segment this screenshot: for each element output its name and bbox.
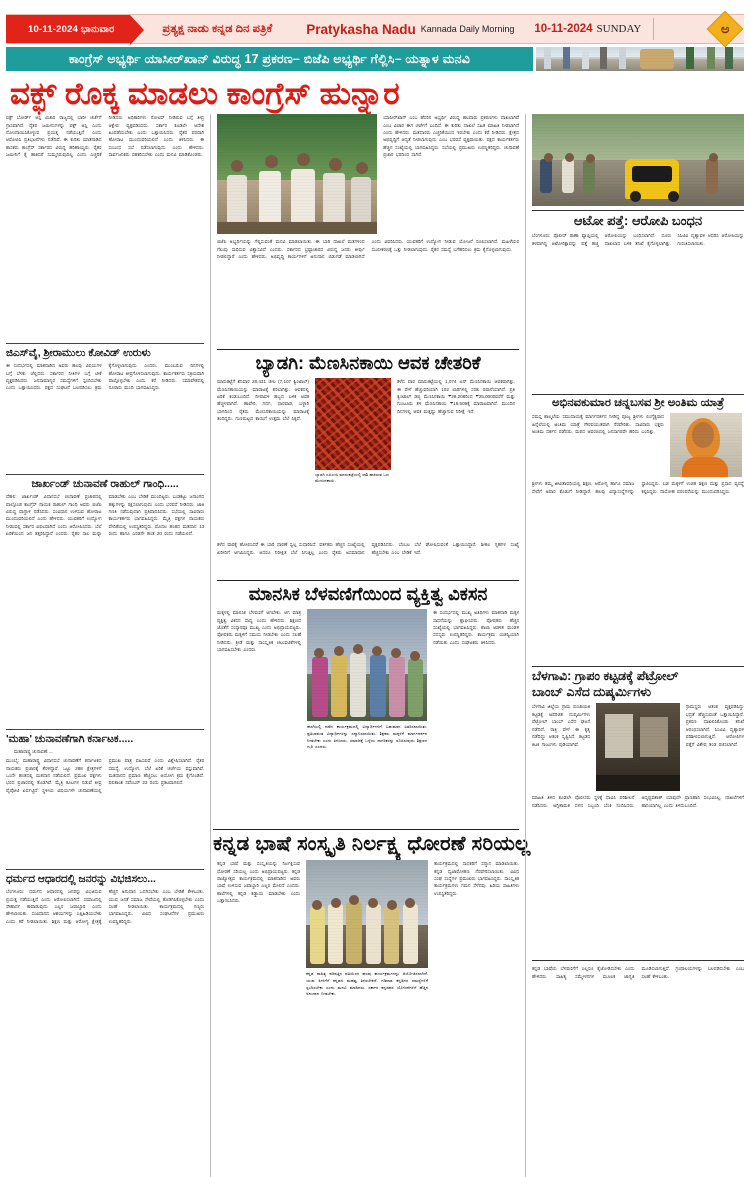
belagavi-story-col-2: ಮಾಹಿತಿ ತಿಳಿದ ಕೂಡಲೇ ಪೊಲೀಸರು ಸ್ಥಳಕ್ಕೆ ಧಾವಿಸಿ ಪರಿಶೀಲನೆ ನಡೆಸಿದರು. ಅಗ್ನಿಶಾಮಕ ದಳದ ಸಿಬ್ಬಂದಿ ಬೆಂಕಿ ನಂದಿಸಿದರು. ಅದೃಷ್ಟವಶಾತ್ ಯಾವುದೇ ಪ್ರಾಣಹಾನಿ ಸಂಭವಿಸಿಲ್ಲ. ದಾಖಲೆಗಳಿಗೆ ಹಾನಿಯಾಗಿಲ್ಲ ಎಂದು ತಿಳಿದುಬಂದಿದೆ. <box>532 795 744 808</box>
main-headline: ವಕ್ಫ್ ರೊಕ್ಕ ಮಾಡಲು ಕಾಂಗ್ರೆಸ್ ಹುನ್ನಾರ <box>10 76 400 111</box>
seer-portrait-photo <box>670 413 742 477</box>
column-divider-right <box>525 114 526 1177</box>
kannada-photo <box>306 860 428 968</box>
center-column <box>213 114 531 1177</box>
belagavi-story-col-3: ಗ್ರಾಮಸ್ಥರು ಆತಂಕ ವ್ಯಕ್ತಪಡಿಸಿದ್ದು ಭದ್ರತೆ ಹೆಚ್ಚಿಸುವಂತೆ ಒತ್ತಾಯಿಸಿದ್ದಾರೆ. ಪ್ರಕರಣ ದಾಖಲಿಸಿಕೊಂಡು ತನಿಖೆ ಆರಂಭಿಸಲಾಗಿದೆ. ಸಿಸಿಟಿವಿ ದೃಶ್ಯಾವಳಿ ಪರಿಶೀಲಿಸಲಾಗುತ್ತಿದೆ. ಆರೋಪಿಗಳ ಪತ್ತೆಗೆ ವಿಶೇಷ ತಂಡ ರಚಿಸಲಾಗಿದೆ. <box>685 704 744 747</box>
kannada-side-col-1: ಕನ್ನಡ ಭಾಷೆಯ ಬೆಳವಣಿಗೆಗೆ ಎಲ್ಲರೂ ಕೈಜೋಡಿಸಬೇಕು ಎಂದು ಹೇಳಿದರು. ಸಾಹಿತ್ಯ ಸಮ್ಮೇಳನಗಳ ಮೂಲಕ ಜಾಗೃತಿ ಮೂಡಿಸಲಾಗುತ್ತಿದೆ. ಗ್ರಂಥಾಲಯಗಳನ್ನು ಬಲಪಡಿಸಬೇಕು ಎಂಬ ಸಲಹೆ ಕೇಳಿಬಂತು. <box>532 966 744 979</box>
belagavi-headline-line-1: ಬೆಳಗಾವಿ: ಗ್ರಾಪಂ ಕಟ್ಟಡಕ್ಕೆ ಪೆಟ್ರೋಲ್ <box>532 669 679 684</box>
kannada-story-col-1: ಕನ್ನಡ ಭಾಷೆ ಮತ್ತು ಸಂಸ್ಕೃತಿಯನ್ನು ನಿರ್ಲಕ್ಷಿಸುವ ಧೋರಣೆ ಸರಿಯಲ್ಲ ಎಂದು ಅಭಿಪ್ರಾಯಪಟ್ಟರು. ಕನ್ನಡ ರಾಜ್ಯೋತ್ಸವ ಕಾರ್ಯಕ್ರಮದಲ್ಲಿ ಮಾತನಾಡಿದ ಅವರು ಭಾಷೆ ಉಳಿಸುವ ಜವಾಬ್ದಾರಿ ಎಲ್ಲರ ಮೇಲಿದೆ ಎಂದರು. ಶಾಲೆಗಳಲ್ಲಿ ಕನ್ನಡ ಕಡ್ಡಾಯ ಮಾಡಬೇಕು ಎಂದು ಒತ್ತಾಯಿಸಿದರು. <box>217 861 301 904</box>
lead-story-block <box>217 114 519 234</box>
newspaper-page <box>0 14 750 1162</box>
masthead <box>6 14 744 44</box>
chilli-story-block <box>217 378 519 538</box>
right-column-rule <box>532 960 744 961</box>
auto-story-headline: ಆಟೋ ಪತ್ತೆ: ಆರೋಪಿ ಬಂಧನ <box>532 210 744 232</box>
lead-story-left-text: ವಕ್ಫ್ ಬೋರ್ಡ್ ಆಸ್ತಿ ವಿಚಾರ ರಾಜ್ಯದಲ್ಲಿ ಭಾರೀ ಚರ್ಚೆಗೆ ಗ್ರಾಸವಾಗಿದೆ. ರೈತರ ಜಮೀನುಗಳನ್ನು ವಕ್ಫ್ ಆಸ್ತಿ ಎಂದು ನೋಂದಾಯಿಸಿಕೊಳ್ಳುವ ಪ್ರಯತ್ನ ನಡೆಯುತ್ತಿದೆ ಎಂದು ಆರೋಪಿಸಿ ಪ್ರತಿಭಟನೆಗಳು ನಡೆದಿವೆ. ಈ ಕುರಿತು ಮಾತನಾಡಿದ ಶಾಸಕರು ಕಾಂಗ್ರೆಸ್ ಸರ್ಕಾರದ ವಿರುದ್ಧ ಹರಿಹಾಯ್ದರು. ರೈತರ ಜಮೀನಿಗೆ ಕೈ ಹಾಕಿದರೆ ಸುಮ್ಮನಿರುವುದಿಲ್ಲ ಎಂದು ಎಚ್ಚರಿಕೆ ನೀಡಿದರು. ಅಧಿಕಾರಿಗಳು ನೋಟಿಸ್ ನೀಡಿರುವ ಬಗ್ಗೆ ತೀವ್ರ ಆಕ್ಷೇಪ ವ್ಯಕ್ತಪಡಿಸಿದರು. ಸರ್ಕಾರ ಕೂಡಲೇ ಆದೇಶ ಹಿಂಪಡೆಯಬೇಕು ಎಂದು ಒತ್ತಾಯಿಸಿದರು. ರೈತರ ಪರವಾಗಿ ಹೋರಾಟ ಮುಂದುವರಿಯಲಿದೆ ಎಂದು ತಿಳಿಸಿದರು. ಈ ಸಂಬಂಧ ಸಭೆ ನಡೆಸಲಾಗುವುದು ಎಂದು ಹೇಳಿದರು. ಸಾರ್ವಜನಿಕರು ಸಹಕರಿಸಬೇಕು ಎಂದು ಮನವಿ ಮಾಡಿಕೊಂಡರು. <box>6 115 205 158</box>
belagavi-headline-line-2: ಬಾಂಬ್ ಎಸೆದ ದುಷ್ಕರ್ಮಿಗಳು <box>532 684 651 699</box>
kannada-story-block <box>217 860 519 1070</box>
masthead-date-flag: 10-11-2024 ಭಾನುವಾರ <box>6 15 130 43</box>
belagavi-story-col-1: ಬೆಳಗಾವಿ ಜಿಲ್ಲೆಯ ಗ್ರಾಮ ಪಂಚಾಯಿತಿ ಕಟ್ಟಡಕ್ಕೆ ಅಪರಿಚಿತ ದುಷ್ಕರ್ಮಿಗಳು ಪೆಟ್ರೋಲ್ ಬಾಂಬ್ ಎಸೆದ ಘಟನೆ ನಡೆದಿದೆ. ರಾತ್ರಿ ವೇಳೆ ಈ ಕೃತ್ಯ ನಡೆದಿದ್ದು ಆತಂಕ ಸೃಷ್ಟಿಸಿದೆ. ಕಟ್ಟಡದ ಕಿಟಕಿ ಗಾಜುಗಳು ಪುಡಿಯಾಗಿವೆ. <box>532 704 591 747</box>
personality-story-col-1: ಮಕ್ಕಳಲ್ಲಿ ಮಾನಸಿಕ ಬೆಳವಣಿಗೆ ಆಗಬೇಕು. ಆಗ ಮಾತ್ರ ವ್ಯಕ್ತಿತ್ವ ವಿಕಸನ ಸಾಧ್ಯ ಎಂದು ಹೇಳಿದರು. ಶಿಕ್ಷಣದ ಜೊತೆಗೆ ಸಂಸ್ಕಾರವೂ ಮುಖ್ಯ ಎಂದು ಅಭಿಪ್ರಾಯಪಟ್ಟರು. ಪೋಷಕರು ಮಕ್ಕಳಿಗೆ ಸಮಯ ನೀಡಬೇಕು ಎಂದು ಸಲಹೆ ನೀಡಿದರು. ಕ್ರೀಡೆ ಮತ್ತು ಸಾಂಸ್ಕೃತಿಕ ಚಟುವಟಿಕೆಗಳಲ್ಲಿ ಭಾಗವಹಿಸಬೇಕು ಎಂದರು. <box>217 610 302 653</box>
top-banner-photo <box>536 47 744 71</box>
kannada-story-col-2: ಕನ್ನಡ ಸಾಹಿತ್ಯ ಪರಿಷತ್ತಿನ ವತಿಯಿಂದ ಹಲವು ಕಾರ್ಯಕ್ರಮಗಳನ್ನು ಆಯೋಜಿಸಲಾಗಿದೆ. ಯುವ ಪೀಳಿಗೆಗೆ ಕನ್ನಡದ ಮಹತ್ವ ತಿಳಿಸಬೇಕಿದೆ. ಗಡಿನಾಡ ಕನ್ನಡಿಗರ ಸಮಸ್ಯೆಗಳಿಗೆ ಸ್ಪಂದಿಸಬೇಕು ಎಂದು ಮನವಿ ಮಾಡಿದರು. ಸರ್ಕಾರ ಕನ್ನಡಪರ ಯೋಜನೆಗಳಿಗೆ ಹೆಚ್ಚಿನ ಅನುದಾನ ನೀಡಬೇಕು. <box>306 971 429 997</box>
left-column <box>6 114 204 1177</box>
left-story-2-body: ದೆಹಲಿ: ಜಾರ್ಖಂಡ್ ವಿಧಾನಸಭೆ ಚುನಾವಣೆ ಪ್ರಚಾರದಲ್ಲಿ ಪಾಲ್ಗೊಂಡ ಕಾಂಗ್ರೆಸ್ ನಾಯಕ ರಾಹುಲ್ ಗಾಂಧಿ ಅವರು ಬಿಜೆಪಿ ವಿರುದ್ಧ ವಾಗ್ದಾಳಿ ನಡೆಸಿದರು. ಸಂವಿಧಾನ ಉಳಿಸುವ ಹೋರಾಟ ಮುಂದುವರಿಯಲಿದೆ ಎಂದು ಹೇಳಿದರು. ಯುವಕರಿಗೆ ಉದ್ಯೋಗ ನೀಡುವಲ್ಲಿ ಸರ್ಕಾರ ವಿಫಲವಾಗಿದೆ ಎಂದು ಆರೋಪಿಸಿದರು. ಬೆಲೆ ಏರಿಕೆಯಿಂದ ಜನ ತತ್ತರಿಸಿದ್ದಾರೆ ಎಂದರು. ರೈತರ ಸಾಲ ಮನ್ನಾ ಮಾಡಬೇಕು ಎಂಬ ಬೇಡಿಕೆ ಮುಂದಿಟ್ಟರು. ಬುಡಕಟ್ಟು ಜನಾಂಗದ ಹಕ್ಕುಗಳನ್ನು ರಕ್ಷಿಸಲಾಗುವುದು ಎಂದು ಭರವಸೆ ನೀಡಿದರು. ಜಾತಿ ಗಣತಿ ನಡೆಸುವುದಾಗಿ ಪ್ರತಿಪಾದಿಸಿದರು. ಸಭೆಯಲ್ಲಿ ಸಾವಿರಾರು ಕಾರ್ಯಕರ್ತರು ಭಾಗವಹಿಸಿದ್ದರು. ಮೈತ್ರಿ ಪಕ್ಷಗಳ ನಾಯಕರು ವೇದಿಕೆಯಲ್ಲಿ ಉಪಸ್ಥಿತರಿದ್ದರು. ಮೊದಲ ಹಂತದ ಮತದಾನ 13 ರಂದು ಹಾಗೂ ಎರಡನೇ ಹಂತ 20 ರಂದು ನಡೆಯಲಿದೆ. <box>6 494 205 537</box>
personality-story-col-3: ಈ ಸಂದರ್ಭದಲ್ಲಿ ಮುಖ್ಯ ಅತಿಥಿಗಳು ಮಾತನಾಡಿ ಮಕ್ಕಳ ಸಾಧನೆಯನ್ನು ಶ್ಲಾಘಿಸಿದರು. ಪೋಷಕರು ಹೆಚ್ಚಿನ ಸಂಖ್ಯೆಯಲ್ಲಿ ಭಾಗವಹಿಸಿದ್ದರು. ಶಾಲಾ ಆಡಳಿತ ಮಂಡಳಿ ಸದಸ್ಯರು ಉಪಸ್ಥಿತರಿದ್ದರು. ಕಾರ್ಯಕ್ರಮ ಯಶಸ್ವಿಯಾಗಿ ನಡೆಯಿತು ಎಂದು ಸಂಘಟಕರು ತಿಳಿಸಿದರು. <box>433 610 520 645</box>
logo-glyph: ಅ <box>720 20 730 36</box>
publication-logo-icon <box>707 11 744 48</box>
seer-story-col-1: ಸಮಸ್ತ ಶಾಲ್ಮಲೆಯ ಸಮುದಾಯಕ್ಕೆ ಮಾರ್ಗದರ್ಶನ ನೀಡಿದ್ದ ಪೂಜ್ಯ ಶ್ರೀಗಳು ಲಿಂಗೈಕ್ಯರಾದ ಹಿನ್ನೆಲೆಯಲ್ಲಿ ಅಂತಿಮ ಯಾತ್ರೆ ಗೌರವಯುತವಾಗಿ ನೆರವೇರಿತು. ಸಾವಿರಾರು ಭಕ್ತರು ಅಂತಿಮ ದರ್ಶನ ಪಡೆದರು. ಮಠದ ಆವರಣದಲ್ಲಿ ಜನಸಾಗರವೇ ಹರಿದು ಬಂದಿತ್ತು. <box>532 414 664 434</box>
left-story-4-body: ಬೆಂಗಳೂರು: ಧರ್ಮದ ಆಧಾರದಲ್ಲಿ ಜನರನ್ನು ವಿಭಜಿಸುವ ಪ್ರಯತ್ನ ನಡೆಯುತ್ತಿದೆ ಎಂದು ಆರೋಪಿಸಲಾಗಿದೆ. ಸಮಾಜದಲ್ಲಿ ಸೌಹಾರ್ದ ಕಾಪಾಡುವುದು ಎಲ್ಲರ ಜವಾಬ್ದಾರಿ ಎಂದು ಹೇಳಲಾಯಿತು. ಸಂವಿಧಾನದ ಆಶಯಗಳನ್ನು ಎತ್ತಿಹಿಡಿಯಬೇಕು ಎಂದು ಕರೆ ನೀಡಲಾಯಿತು. ಶಿಕ್ಷಣ ಮತ್ತು ಆರೋಗ್ಯ ಕ್ಷೇತ್ರಕ್ಕೆ ಹೆಚ್ಚಿನ ಅನುದಾನ ಒದಗಿಸಬೇಕು ಎಂಬ ಬೇಡಿಕೆ ಕೇಳಿಬಂತು. ಯುವ ಜನತೆ ಸಮಾಜ ಸೇವೆಯಲ್ಲಿ ತೊಡಗಿಸಿಕೊಳ್ಳಬೇಕು ಎಂದು ಸಲಹೆ ನೀಡಲಾಯಿತು. ಕಾರ್ಯಕ್ರಮದಲ್ಲಿ ಗಣ್ಯರು ಭಾಗವಹಿಸಿದ್ದರು. ವಿವಿಧ ಸಂಘಟನೆಗಳ ಪ್ರಮುಖರು ಉಪಸ್ಥಿತರಿದ್ದರು. <box>6 889 205 924</box>
masthead-title: Pratykasha Nadu <box>306 21 416 37</box>
lead-story-photo <box>217 114 377 234</box>
chilli-story-col-2: ಕಳೆದ ವಾರಕ್ಕೆ ಹೋಲಿಸಿದರೆ ಈ ಬಾರಿ ಧಾರಣೆ ಸ್ವಲ್ಪ ಸುಧಾರಿಸಿದೆ. ವರ್ತಕರು ಹೆಚ್ಚಿನ ಸಂಖ್ಯೆಯಲ್ಲಿ ಖರೀದಿಗೆ ಆಗಮಿಸಿದ್ದರು. ಆದರೂ ನಿರೀಕ್ಷಿತ ಬೆಲೆ ಸಿಗುತ್ತಿಲ್ಲ ಎಂದು ರೈತರು ಅಸಮಾಧಾನ ವ್ಯಕ್ತಪಡಿಸಿದರು. ಬೆಂಬಲ ಬೆಲೆ ಘೋಷಿಸುವಂತೆ ಒತ್ತಾಯಿಸಿದ್ದಾರೆ. ಶೀತಲ ಗೃಹಗಳ ಸಂಖ್ಯೆ ಹೆಚ್ಚಿಸಬೇಕು ಎಂಬ ಬೇಡಿಕೆ ಇದೆ. <box>217 542 520 555</box>
belagavi-story-top <box>532 703 744 791</box>
left-story-3-body: ಮುಂಬೈ: ಮಹಾರಾಷ್ಟ್ರ ವಿಧಾನಸಭೆ ಚುನಾವಣೆಗೆ ಕರ್ನಾಟಕದ ನಾಯಕರು ಪ್ರಚಾರಕ್ಕೆ ತೆರಳಿದ್ದಾರೆ. ಒಟ್ಟು 288 ಕ್ಷೇತ್ರಗಳಿಗೆ ಒಂದೇ ಹಂತದಲ್ಲಿ ಮತದಾನ ನಡೆಯಲಿದೆ. ಪ್ರಮುಖ ಪಕ್ಷಗಳು ಭರದ ಪ್ರಚಾರದಲ್ಲಿ ತೊಡಗಿವೆ. ಮೈತ್ರಿ ಕೂಟಗಳ ನಡುವೆ ತೀವ್ರ ಪೈಪೋಟಿ ಏರ್ಪಟ್ಟಿದೆ. ಸ್ಥಳೀಯ ವಿಷಯಗಳೇ ಚುನಾವಣೆಯಲ್ಲಿ ಪ್ರಮುಖ ಪಾತ್ರ ವಹಿಸಲಿವೆ ಎಂದು ವಿಶ್ಲೇಷಿಸಲಾಗಿದೆ. ರೈತರ ಸಮಸ್ಯೆ, ಉದ್ಯೋಗ, ಬೆಲೆ ಏರಿಕೆ ಚರ್ಚೆಯ ವಸ್ತುವಾಗಿವೆ. ಮತದಾನದ ಪ್ರಮಾಣ ಹೆಚ್ಚಿಸಲು ಆಯೋಗ ಕ್ರಮ ಕೈಗೊಂಡಿದೆ. ಫಲಿತಾಂಶ ನವೆಂಬರ್ 23 ರಂದು ಪ್ರಕಟವಾಗಲಿದೆ. <box>6 758 205 793</box>
seer-story-headline: ಅಭಿನವಕುಮಾರ ಚನ್ನಬಸವ ಶ್ರೀ ಅಂತಿಮ ಯಾತ್ರೆ <box>532 394 744 413</box>
personality-story-col-2: ಶಾಲೆಯಲ್ಲಿ ನಡೆದ ಕಾರ್ಯಕ್ರಮದಲ್ಲಿ ವಿದ್ಯಾರ್ಥಿಗಳಿಗೆ ಬಹುಮಾನ ವಿತರಿಸಲಾಯಿತು. ಪ್ರತಿಭಾವಂತ ವಿದ್ಯಾರ್ಥಿಗಳನ್ನು ಸನ್ಮಾನಿಸಲಾಯಿತು. ಶಿಕ್ಷಕರು ಮಕ್ಕಳಿಗೆ ಮಾರ್ಗದರ್ಶನ ನೀಡಬೇಕು ಎಂದು ತಿಳಿಸಿದರು. ಸಮಾಜಕ್ಕೆ ಒಳ್ಳೆಯ ನಾಗರಿಕರನ್ನು ರೂಪಿಸುವುದು ಶಿಕ್ಷಣದ ಗುರಿ ಎಂದರು. <box>307 724 428 750</box>
left-story-3-headline: 'ಮಹಾ' ಚುನಾವಣೆಗಾಗಿ ಕರ್ನಾಟಕ..... <box>6 729 204 748</box>
seer-story-col-2: ಶ್ರೀಗಳು ತಮ್ಮ ಜೀವಿತಾವಧಿಯಲ್ಲಿ ಶಿಕ್ಷಣ, ಆರೋಗ್ಯ ಹಾಗೂ ಸಮಾಜ ಸೇವೆಗೆ ಅಪಾರ ಕೊಡುಗೆ ನೀಡಿದ್ದಾರೆ. ಹಲವು ವಿದ್ಯಾಸಂಸ್ಥೆಗಳನ್ನು ಸ್ಥಾಪಿಸಿದ್ದರು. ಬಡ ಮಕ್ಕಳಿಗೆ ಉಚಿತ ಶಿಕ್ಷಣ ಮತ್ತು ಪ್ರಸಾದ ವ್ಯವಸ್ಥೆ ಕಲ್ಪಿಸಿದ್ದರು. ದಾಸೋಹ ಪರಂಪರೆಯನ್ನು ಮುಂದುವರಿಸಿದ್ದರು. <box>532 481 744 494</box>
masthead-divider <box>653 18 654 40</box>
masthead-date-en: 10-11-2024 <box>534 23 593 35</box>
chilli-story-col-1: ಮಾರುಕಟ್ಟೆಗೆ ಶನಿವಾರ 28,431 ಚೀಲ (7,107 ಕ್ವಿಂಟಾಲ್) ಮೆಣಸಿನಕಾಯಿಯನ್ನು ಮಾರಾಟಕ್ಕೆ ತರಲಾಗಿತ್ತು. ಆವಕದಲ್ಲಿ ಏರಿಕೆ ಕಂಡುಬಂದಿದೆ. ದೀಪಾವಳಿ ಹಬ್ಬದ ಬಳಿಕ ಆವಕ ಹೆಚ್ಚಳವಾಗಿದೆ. ಹಾವೇರಿ, ಗದಗ, ಧಾರವಾಡ, ಬಳ್ಳಾರಿ ಭಾಗದಿಂದ ರೈತರು ಮೆಣಸಿನಕಾಯಿಯನ್ನು ಮಾರಾಟಕ್ಕೆ ತಂದಿದ್ದರು. ಗುಣಮಟ್ಟದ ಕಾಯಿಗೆ ಉತ್ತಮ ಬೆಲೆ ಸಿಕ್ಕಿದೆ. <box>217 379 310 422</box>
right-column <box>532 114 744 1177</box>
personality-story-block <box>217 609 519 824</box>
column-divider-left <box>210 114 211 1177</box>
left-story-1-body: ಈ ಸಂದರ್ಭದಲ್ಲಿ ಮಾತನಾಡಿದ ಅವರು ಹಲವು ವಿಷಯಗಳ ಬಗ್ಗೆ ಬೆಳಕು ಚೆಲ್ಲಿದರು. ಸರ್ಕಾರದ ನೀತಿಗಳ ಬಗ್ಗೆ ಟೀಕೆ ವ್ಯಕ್ತಪಡಿಸಿದರು. ಜನಸಾಮಾನ್ಯರ ಸಮಸ್ಯೆಗಳಿಗೆ ಸ್ಪಂದಿಸಬೇಕು ಎಂದು ಒತ್ತಾಯಿಸಿದರು. ಪಕ್ಷದ ಸಂಘಟನೆ ಬಲಪಡಿಸಲು ಕ್ರಮ ಕೈಗೊಳ್ಳಲಾಗುವುದು ಎಂದರು. ಮುಂಬರುವ ದಿನಗಳಲ್ಲಿ ಹೋರಾಟ ತೀವ್ರಗೊಳಿಸಲಾಗುವುದು. ಕಾರ್ಯಕರ್ತರು ಸಕ್ರಿಯವಾಗಿ ಪಾಲ್ಗೊಳ್ಳಬೇಕು ಎಂದು ಕರೆ ನೀಡಿದರು. ಸಮಾವೇಶದಲ್ಲಿ ನೂರಾರು ಮಂದಿ ಭಾಗವಹಿಸಿದ್ದರು. <box>6 363 205 391</box>
left-story-2-headline: ಜಾರ್ಖಂಡ್ ಚುನಾವಣೆ ರಾಹುಲ್ ಗಾಂಧಿ..... <box>6 474 204 493</box>
belagavi-story-headline <box>532 666 744 703</box>
kannada-photo-wrap <box>306 860 428 1070</box>
belagavi-photo <box>596 703 680 791</box>
kannada-story-headline: ಕನ್ನಡ ಭಾಷೆ ಸಂಸ್ಕೃತಿ ನಿರ್ಲಕ್ಷ್ಯ ಧೋರಣೆ ಸರಿಯಲ್ಲ <box>213 829 519 860</box>
personality-photo <box>307 609 427 721</box>
page-body <box>6 114 744 1177</box>
chilli-story-col-3: ಕಳೆದ ವಾರ ಮಾರುಕಟ್ಟೆಯಲ್ಲಿ 1,074 ಟನ್ ಮೆಣಸಿನಕಾಯಿ ಆವಕವಾಗಿತ್ತು. ಈ ವೇಳೆ ಹೆಚ್ಚುವರಿಯಾಗಿ 102 ಲಾರಿಗಳಲ್ಲಿ ಸರಕು ರವಾನೆಯಾಗಿದೆ. ಪ್ರತಿ ಕ್ವಿಂಟಾಲ್ ಡಬ್ಬಿ ಮೆಣಸಿನಕಾಯಿ ₹29,208ರಿಂದ ₹25,000ರವರೆಗೆ ಮತ್ತು ಗುಂಟೂರು ತಳಿ ಮೆಣಸಿನಕಾಯಿ ₹16,509ಕ್ಕೆ ಮಾರಾಟವಾಗಿದೆ. ಮುಂದಿನ ದಿನಗಳಲ್ಲಿ ಆವಕ ಮತ್ತಷ್ಟು ಹೆಚ್ಚಾಗುವ ನಿರೀಕ್ಷೆ ಇದೆ. <box>397 379 516 414</box>
lead-story-center-text: ಯಾಸೀರ್‌ಖಾನ್ ಎಂಬ ಹೆಸರಿನ ಅಭ್ಯರ್ಥಿ ವಿರುದ್ಧ ಹಲವಾರು ಪ್ರಕರಣಗಳು ದಾಖಲಾಗಿವೆ ಎಂಬ ವಿಚಾರ ಈಗ ಚರ್ಚೆಗೆ ಬಂದಿದೆ. ಈ ಕುರಿತು ದಾಖಲೆ ಸಹಿತ ಮಾಹಿತಿ ನೀಡಲಾಗಿದೆ ಎಂದು ಹೇಳಿದರು. ಮತದಾರರು ಎಚ್ಚರಿಕೆಯಿಂದ ಇರಬೇಕು ಎಂದು ಕರೆ ನೀಡಿದರು. ಕ್ಷೇತ್ರದ ಅಭಿವೃದ್ಧಿಗೆ ಆದ್ಯತೆ ನೀಡಲಾಗುವುದು ಎಂಬ ಭರವಸೆ ವ್ಯಕ್ತವಾಯಿತು. ಪಕ್ಷದ ಕಾರ್ಯಕರ್ತರು ಹೆಚ್ಚಿನ ಸಂಖ್ಯೆಯಲ್ಲಿ ಭಾಗವಹಿಸಿದ್ದರು. ಸಭೆಯಲ್ಲಿ ಪ್ರಮುಖರು ಉಪಸ್ಥಿತರಿದ್ದರು. ಚುನಾವಣೆ ಪ್ರಚಾರ ಭರದಿಂದ ಸಾಗಿದೆ. <box>383 115 520 158</box>
personality-photo-wrap <box>307 609 427 824</box>
personality-story-headline: ಮಾನಸಿಕ ಬೆಳವಣಿಗೆಯಿಂದ ವ್ಯಕ್ತಿತ್ವ ವಿಕಸನ <box>217 580 519 609</box>
chilli-photo <box>315 378 391 470</box>
left-story-3-bullet: ಮಹಾರಾಷ್ಟ್ರ ಚುನಾವಣೆ..... <box>14 749 54 755</box>
kannada-story-col-3: ಕಾರ್ಯಕ್ರಮದಲ್ಲಿ ಸಾಧಕರಿಗೆ ಸನ್ಮಾನ ಮಾಡಲಾಯಿತು. ಕನ್ನಡ ಧ್ವಜಾರೋಹಣ ನೆರವೇರಿಸಲಾಯಿತು. ವಿವಿಧ ಸಂಘ ಸಂಸ್ಥೆಗಳ ಪ್ರಮುಖರು ಭಾಗವಹಿಸಿದ್ದರು. ಸಾಂಸ್ಕೃತಿಕ ಕಾರ್ಯಕ್ರಮಗಳು ಗಮನ ಸೆಳೆದವು. ಹಿರಿಯ ಸಾಹಿತಿಗಳು ಉಪಸ್ಥಿತರಿದ್ದರು. <box>434 861 520 896</box>
top-strip <box>6 47 744 71</box>
chilli-photo-wrap <box>315 378 391 538</box>
masthead-kannada-tagline: ಪ್ರತ್ಯಕ್ಷ ನಾಡು ಕನ್ನಡ ದಿನ ಪತ್ರಿಕೆ <box>162 22 273 35</box>
auto-story-body: ಬೆಂಗಳೂರು: ಪೊಲೀಸ್ ಠಾಣಾ ವ್ಯಾಪ್ತಿಯಲ್ಲಿ ಕಳವಾಗಿದ್ದ ಆಟೋರಿಕ್ಷಾವನ್ನು ಪತ್ತೆ ಹಚ್ಚಿ ಆರೋಪಿಯನ್ನು ಬಂಧಿಸಲಾಗಿದೆ. ದೂರು ದಾಖಲಾದ ಬಳಿಕ ತನಿಖೆ ಕೈಗೊಳ್ಳಲಾಗಿತ್ತು. ಸಿಸಿಟಿವಿ ದೃಶ್ಯಾವಳಿ ಆಧರಿಸಿ ಆರೋಪಿಯನ್ನು ಗುರುತಿಸಲಾಯಿತು. <box>532 233 744 246</box>
left-story-4-headline: ಧರ್ಮದ ಆಧಾರದಲ್ಲಿ ಜನರನ್ನು ವಿಭಜಿಸಲು... <box>6 869 204 888</box>
chilli-story-headline: ಬ್ಯಾಡಗಿ: ಮೆಣಸಿನಕಾಯಿ ಆವಕ ಚೇತರಿಕೆ <box>217 349 519 378</box>
auto-story-photo <box>532 114 744 206</box>
chilli-photo-caption: ಬ್ಯಾಡಗಿ ಎಪಿಎಂಸಿ ಮಾರುಕಟ್ಟೆಯಲ್ಲಿ ರಾಶಿ ಹಾಕಿರುವ ಒಣ ಮೆಣಸಿನಕಾಯಿ. <box>315 472 390 484</box>
seer-story-top <box>532 413 744 477</box>
masthead-day-en: SUNDAY <box>596 23 642 35</box>
kicker-banner: ಕಾಂಗ್ರೆಸ್ ಅಭ್ಯರ್ಥಿ ಯಾಸೀರ್‌ಖಾನ್ ವಿರುದ್ಧ 17 ಪ್ರಕರಣ– ಬಿಜೆಪಿ ಅಭ್ಯರ್ಥಿ ಗೆಲ್ಲಿಸಿ– ಯತ್ನಾಳ ಮನವಿ <box>6 47 533 71</box>
masthead-subtitle: Kannada Daily Morning <box>420 24 515 34</box>
lead-story-center-text-2: ಬಿಜೆಪಿ ಅಭ್ಯರ್ಥಿಯನ್ನು ಗೆಲ್ಲಿಸುವಂತೆ ಮನವಿ ಮಾಡಲಾಯಿತು. ಈ ಬಾರಿ ದಾಖಲೆ ಮತಗಳಿಂದ ಗೆಲುವು ಸಾಧಿಸುವ ವಿಶ್ವಾಸವಿದೆ ಎಂದರು. ಸರ್ಕಾರದ ಭ್ರಷ್ಟಾಚಾರದ ವಿರುದ್ಧ ಜನರು ತೀರ್ಪು ನೀಡಲಿದ್ದಾರೆ ಎಂದು ಹೇಳಿದರು. ಅಭಿವೃದ್ಧಿ ಕಾರ್ಯಗಳಿಗೆ ಅನುದಾನ ಬಿಡುಗಡೆ ಮಾಡಲಾಗಿದೆ ಎಂದು ವಿವರಿಸಿದರು. ಯುವಕರಿಗೆ ಉದ್ಯೋಗ ನೀಡುವ ಯೋಜನೆ ರೂಪಿಸಲಾಗಿದೆ. ಮಹಿಳೆಯರ ಸಬಲೀಕರಣಕ್ಕೆ ಒತ್ತು ನೀಡಲಾಗುವುದು. ರೈತರ ಸಮಸ್ಯೆ ಬಗೆಹರಿಸಲು ಕ್ರಮ ಕೈಗೊಳ್ಳಲಾಗುವುದು. <box>217 239 520 259</box>
left-story-1-headline: ಜಿಎಸ್‌ವೈ, ಶ್ರೀರಾಮುಲು ಕೋವಿಡ್ ಉರುಳು <box>6 343 204 362</box>
